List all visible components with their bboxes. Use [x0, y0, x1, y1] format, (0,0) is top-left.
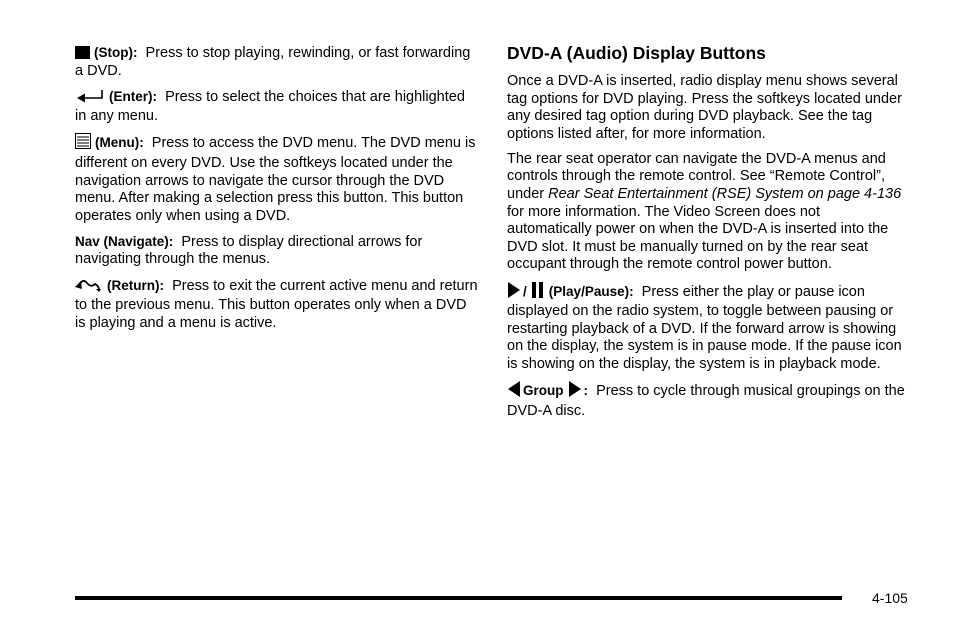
stop-term: (Stop): — [94, 45, 138, 60]
nav-paragraph — [75, 233, 480, 269]
dvda-intro-paragraph: Once a DVD-A is inserted, radio display menu shows several tag options for DVD playing. Press the softkeys located under any desired tag option during DVD playback. See the tag options listed after, for more information. — [507, 73, 902, 142]
return-arrow-icon — [75, 277, 103, 298]
rear-seat-paragraph — [507, 151, 907, 274]
playpause-separator: / — [523, 283, 527, 299]
group-text: Press to cycle through musical groupings on the DVD-A disc. — [507, 383, 905, 419]
section-heading: DVD-A (Audio) Display Buttons — [507, 43, 766, 63]
rear-seat-text-a: The rear seat operator can navigate the DVD-A menus and controls through the remote control. See “Remote Control”, under — [507, 150, 886, 203]
enter-text: Press to select the choices that are highlighted in any menu. — [75, 88, 465, 125]
menu-list-icon — [75, 133, 91, 155]
nav-term: Nav (Navigate): — [75, 233, 174, 249]
playpause-text: Press either the play or pause icon displayed on the radio system, to toggle between pausing or restarting playback of a DVD. If the forward arrow is showing on the display, the system is in pause mode. If the pause icon is showing on the display, the system is in playback mode. — [507, 283, 902, 372]
left-arrow-icon — [507, 381, 521, 403]
rse-reference: Rear Seat Entertainment (RSE) System on page 4-136 — [548, 186, 902, 203]
menu-text: Press to access the DVD menu. The DVD menu is different on every DVD. Use the softkeys located under the navigation arrows to navigate the cursor through the DVD menu. After making a selection press this button. This button operates only when using a DVD. — [75, 135, 476, 224]
stop-text: Press to stop playing, rewinding, or fast forwarding a DVD. — [75, 45, 471, 79]
footer-rule — [75, 596, 842, 600]
playpause-term: (Play/Pause): — [548, 283, 634, 299]
nav-text: Press to display directional arrows for navigating through the menus. — [75, 233, 423, 268]
group-colon: : — [583, 383, 589, 398]
pause-icon — [531, 282, 545, 304]
play-icon — [507, 282, 521, 304]
right-arrow-icon — [568, 381, 582, 403]
stop-paragraph — [75, 44, 480, 80]
return-paragraph — [75, 277, 480, 333]
group-paragraph — [507, 381, 907, 420]
page-number: 4-105 — [872, 590, 908, 606]
menu-paragraph — [75, 133, 480, 225]
menu-term: (Menu): — [95, 135, 144, 151]
return-text: Press to exit the current active menu and return to the previous menu. This button operates only when a DVD is playing and a menu is active. — [75, 277, 478, 331]
return-term: (Return): — [107, 277, 164, 293]
enter-arrow-icon — [75, 89, 105, 109]
enter-paragraph — [75, 88, 480, 126]
playpause-paragraph — [507, 282, 907, 374]
rear-seat-text-b: for more information. The Video Screen does not automatically power on when the DVD-A is inserted into the DVD slot. It must be manually turned on by the rear seat occupant through the remote control power button. — [507, 203, 889, 273]
left-column — [75, 44, 480, 340]
group-term: Group — [523, 383, 564, 398]
right-column — [507, 43, 907, 428]
enter-term: (Enter): — [109, 88, 157, 104]
stop-square-icon — [75, 46, 90, 59]
